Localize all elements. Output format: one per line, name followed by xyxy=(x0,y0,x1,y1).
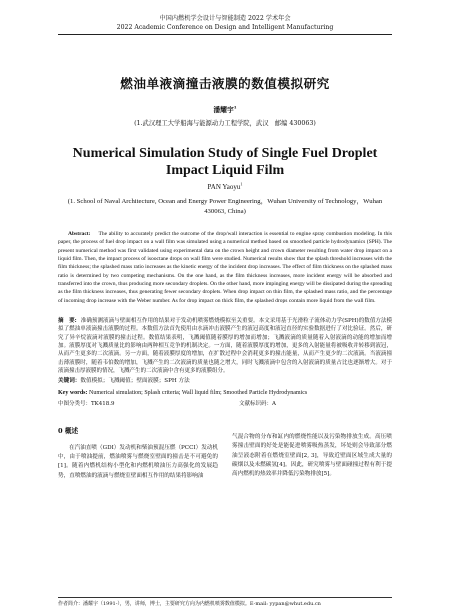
body-paragraph-right: 气混合物的分布和缸内的燃烧性能以及污染物排放生成。高压喷雾撞击壁面的好处是能促进喷雾吸热蒸发，坏处则会导致部分燃油呈液态附着在燃烧室壁面[2, 3]，导致近壁面区域生成大量的碳烟以及未燃碳氢[4]。因此，研究喷雾与壁面碰撞过程有利于提高内燃机的热效率并降低污染物排放[5]。 xyxy=(232,433,392,478)
section-heading: 0 概述 xyxy=(58,427,79,436)
abstract-cn-label: 摘 要: xyxy=(58,318,77,325)
author-cn-name: 潘耀宇 xyxy=(213,106,234,114)
author-en-name: PAN Yaoyu xyxy=(207,183,241,191)
keywords-cn xyxy=(58,377,392,386)
author-en xyxy=(58,183,392,191)
body-columns xyxy=(58,427,392,485)
abstract-cn xyxy=(58,317,392,375)
running-header xyxy=(58,0,392,32)
header-line-cn: 中国内燃机学会设计与智能制造 2022 学术年会 xyxy=(159,15,291,22)
affiliation-en: (1. School of Naval Architecture, Ocean and Energy Power Engineering，Wuhan University of Technology，Wuhan 430063, China) xyxy=(67,198,383,215)
author-en-sup: 1 xyxy=(240,181,243,187)
clc-number: 中图分类号：TK418.9 xyxy=(58,401,115,408)
abstract-en xyxy=(58,230,392,305)
abstract-cn-text: 准确预测液滴与壁面相互作用的结果对于发动机喷雾燃烧模拟至关重要。本文采用基于光滑粒子流体动力学(SPH)的数值方法模拟了燃油单液滴撞击液膜的过程。本数值方法首先使用由水滴冲击液膜产生的液冠高度和液冠直径的实验数据进行了对比验证。然后，研究了异辛烷液滴对液膜的撞击过程。数值结果表明，飞溅阈值随着膜厚的增加而增加；飞溅液滴的质量随着入射液滴的动能的增加而增加。液膜厚度对飞溅质量比的影响由两种相互竞争的机制决定。一方面，随着液膜厚度的增加，更多的入射能量将被吸收并转移到液冠，从而产生更多的二次液滴。另一方面，随着液膜厚度的增加，在扩散过程中会消耗更多的撞击能量，从而产生更少的二次液滴。当液滴撞击薄液膜时，随着韦伯数的增加，飞溅产生的二次液滴的质量也随之增大，同时飞溅液滴中包含的入射液滴的质量占比也逐渐增大。对于液滴撞击厚液膜的情况，飞溅产生的二次液滴中含有更多的液膜组分。 xyxy=(58,318,393,374)
body-column-right xyxy=(232,427,392,485)
body-paragraph-left: 在汽油直喷（GDI）发动机和柴油预混压燃（PCCI）发动机中，由于喷油提前，燃油喷雾与燃烧室壁面的撞击是不可避免的[1]。随着内燃机结构小型化和内燃机喷油压力高强化的发展趋势，直喷燃油的液滴与燃烧室壁面相互作用的结果将影响油 xyxy=(58,444,218,479)
keywords-en xyxy=(58,389,392,398)
author-cn-sup: 1 xyxy=(233,104,237,110)
keywords-cn-text: 数值模拟；飞溅阈值；壁面液膜；SPH 方法 xyxy=(80,378,190,385)
keywords-en-label: Key words: xyxy=(58,389,88,396)
keywords-en-text: Numerical simulation; Splash criteria; Wall liquid film; Smoothed Particle Hydrodynamics xyxy=(89,389,308,396)
author-footnote: 作者简介：潘耀宇（1991-），男，讲师，博士，主要研究方向为内燃机喷雾数值模拟。E-mail: yypan@whut.edu.cn xyxy=(58,597,392,608)
title-en: Numerical Simulation Study of Single Fuel Droplet Impact Liquid Film xyxy=(72,146,378,178)
header-rule xyxy=(58,34,392,35)
keywords-cn-label: 关键词： xyxy=(58,378,81,385)
document-code: 文献标识码：A xyxy=(239,401,276,408)
abstract-en-label: Abstract: xyxy=(68,231,91,237)
header-line-en: 2022 Academic Conference on Design and Intelligent Manufacturing xyxy=(116,24,334,31)
author-cn xyxy=(58,104,392,114)
body-column-left xyxy=(58,427,218,485)
classification-line xyxy=(58,399,392,407)
abstract-en-text: The ability to accurately predict the outcome of the drop/wall interaction is essential to engine spray combustion modeling. In this paper, the process of fuel drop impact on a wall film was simulated using a numerical method based on smoothed particle hydrodynamics (SPH). The present numerical method was first validated using experimental data on the crown height and crown diameter resulting from water drop impact on a liquid film. Then, the impact process of isooctane drops on wall film were studied. Numerical results show that the splash threshold increases with the film thickness; the splashed mass ratio increases as the kinetic energy of the incident drop increases. The effect of film thickness on the splashed mass ratio is determined by two competing mechanisms. On the one hand, as the film thickness increases, more incident energy will be absorbed and transferred into the crown, thus producing more secondary droplets. On the other hand, more impinging energy will be dissipated during the spreading as the film thickness increases, thus generating fewer secondary droplets. When drop impact on thin film, the splashed mass ratio, and the percentage of incoming drop increase with the Weber number. As for drop impact on thick film, the splashed drops contain more liquid from the wall film. xyxy=(58,231,392,304)
affiliation-cn: (1.武汉理工大学船海与能源动力工程学院，武汉 邮编 430063) xyxy=(134,120,316,127)
title-cn: 燃油单液滴撞击液膜的数值模拟研究 xyxy=(120,76,330,91)
